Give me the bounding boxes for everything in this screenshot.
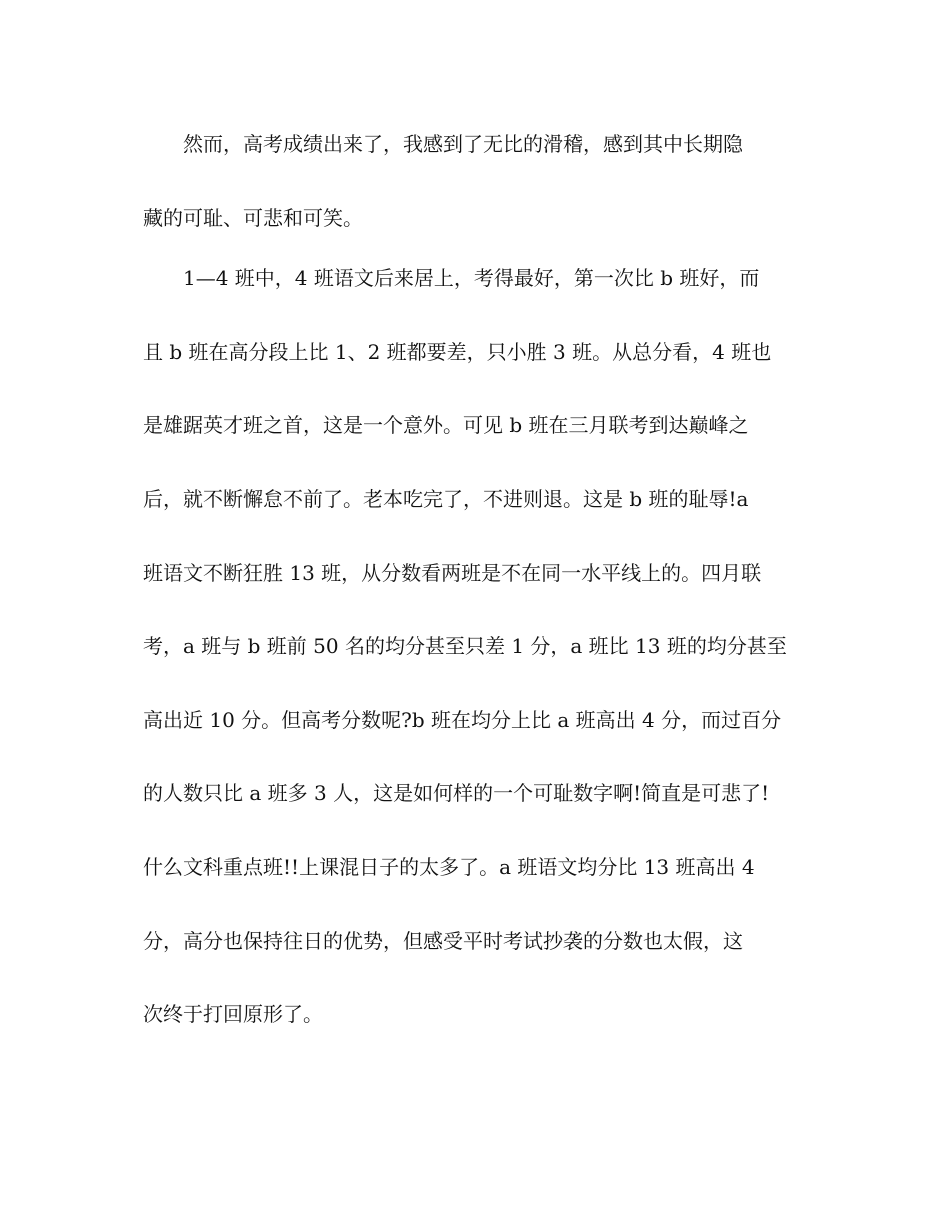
paragraph-2-line-10: 分，高分也保持往日的优势，但感受平时考试抄袭的分数也太假，这 [143,929,743,953]
paragraph-1-line-1: 然而，高考成绩出来了，我感到了无比的滑稽，感到其中长期隐 [183,132,743,156]
paragraph-2-line-5: 班语文不断狂胜 13 班，从分数看两班是不在同一水平线上的。四月联 [143,561,762,585]
paragraph-2-line-9: 什么文科重点班!!上课混日子的太多了。a 班语文均分比 13 班高出 4 [143,855,755,879]
paragraph-2-line-1: 1—4 班中，4 班语文后来居上，考得最好，第一次比 b 班好，而 [183,266,760,290]
paragraph-1-line-2: 藏的可耻、可悲和可笑。 [143,206,363,230]
paragraph-2-line-11: 次终于打回原形了。 [143,1002,323,1026]
paragraph-2-line-6: 考，a 班与 b 班前 50 名的均分甚至只差 1 分，a 班比 13 班的均分甚至 [143,634,787,658]
paragraph-2-line-7: 高出近 10 分。但高考分数呢?b 班在均分上比 a 班高出 4 分，而过百分 [143,708,782,732]
paragraph-2-line-2: 且 b 班在高分段上比 1、2 班都要差，只小胜 3 班。从总分看，4 班也 [143,340,772,364]
paragraph-2-line-3: 是雄踞英才班之首，这是一个意外。可见 b 班在三月联考到达巅峰之 [143,413,749,437]
paragraph-2-line-4: 后，就不断懈怠不前了。老本吃完了，不进则退。这是 b 班的耻辱!a [143,487,749,511]
paragraph-2-line-8: 的人数只比 a 班多 3 人，这是如何样的一个可耻数字啊!简直是可悲了! [143,781,770,805]
